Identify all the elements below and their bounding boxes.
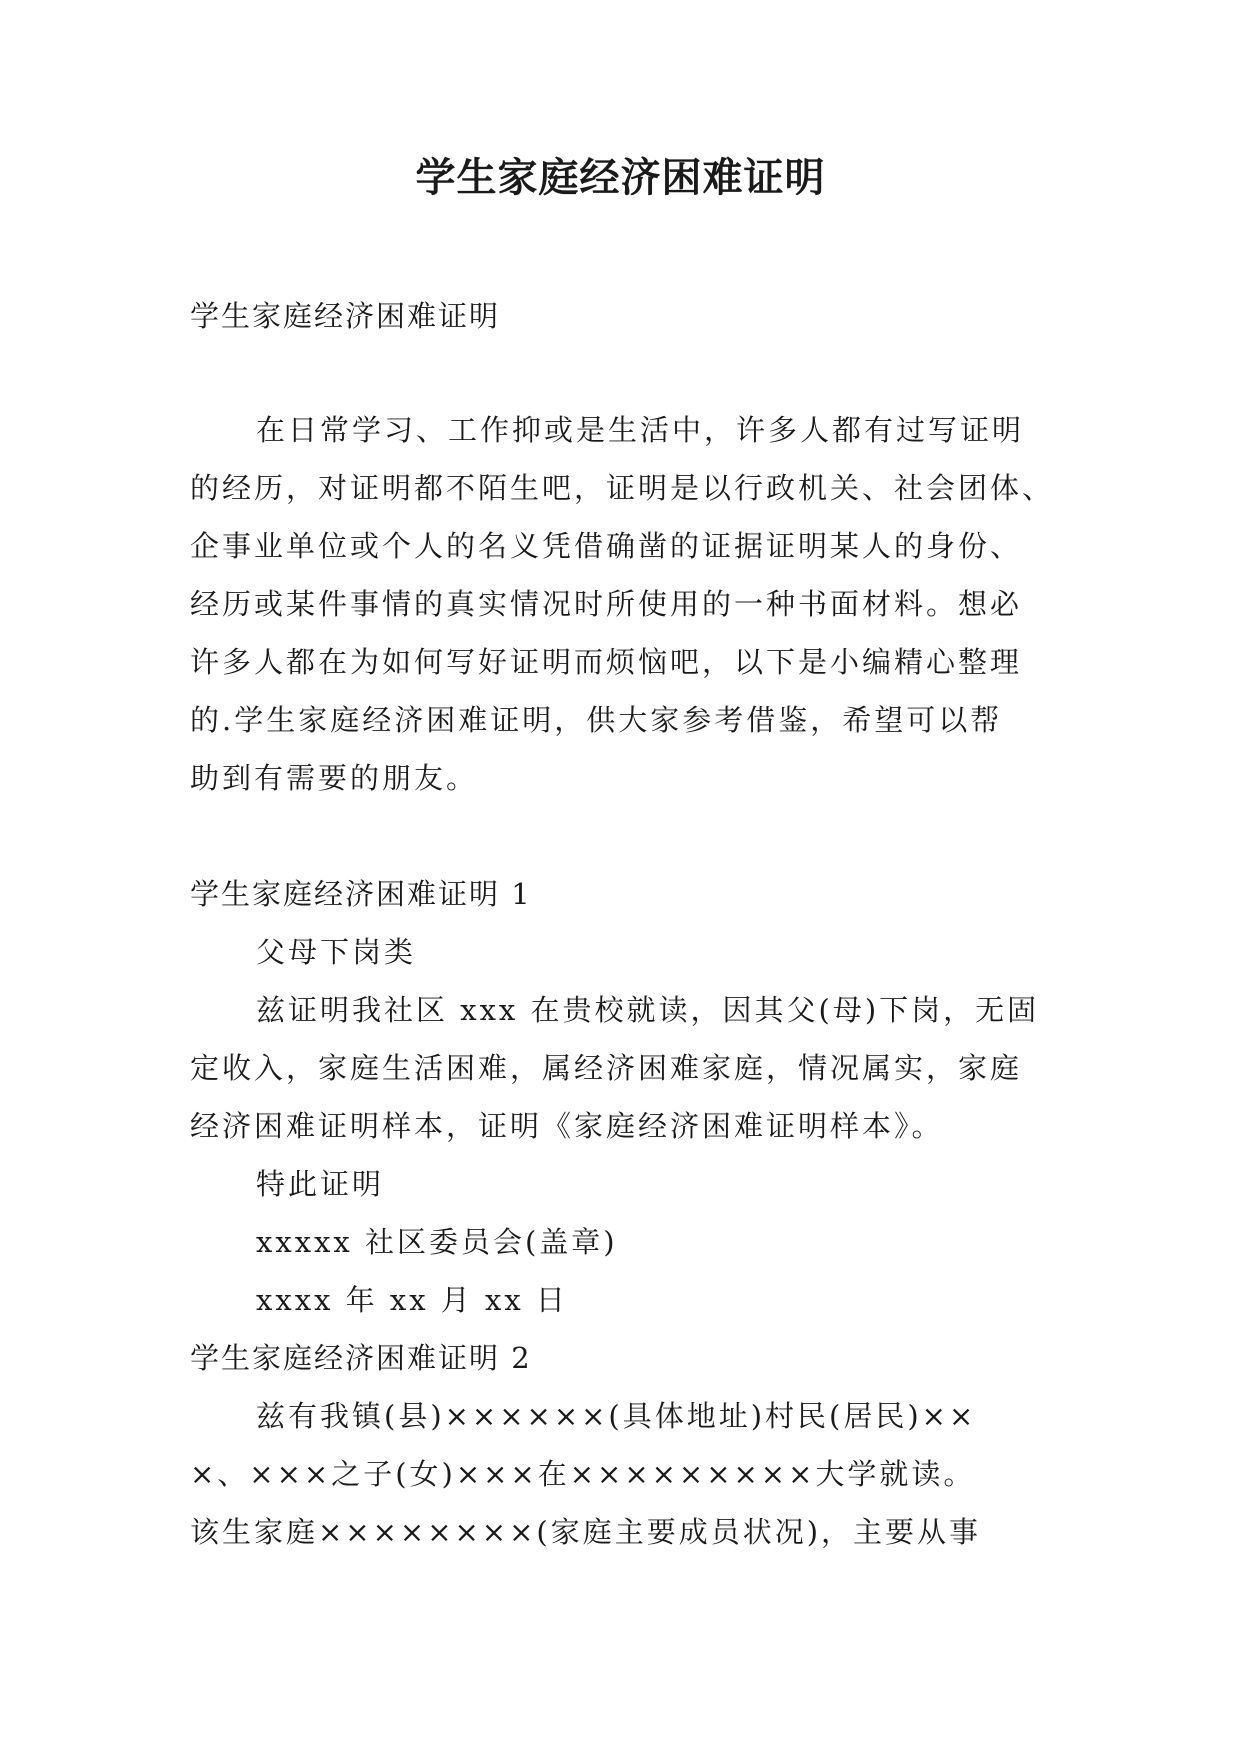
- section-category: 父母下岗类: [256, 935, 417, 969]
- section-heading: 学生家庭经济困难证明 1: [190, 877, 532, 911]
- intro-line: 企事业单位或个人的名义凭借确凿的证据证明某人的身份、: [190, 529, 1023, 563]
- section-body-line: ×、×××之子(女)×××在×××××××××大学就读。: [190, 1457, 976, 1491]
- date-text: xxxx 年 xx 月 xx 日: [256, 1283, 568, 1317]
- intro-line: 经历或某件事情的真实情况时所使用的一种书面材料。想必: [190, 587, 1023, 621]
- closing-text: 特此证明: [256, 1167, 385, 1201]
- section-body-line: 兹证明我社区 xxx 在贵校就读，因其父(母)下岗，无固: [256, 993, 1040, 1027]
- intro-line: 助到有需要的朋友。: [190, 761, 479, 795]
- section-body-line: 该生家庭××××××××(家庭主要成员状况)，主要从事: [190, 1515, 982, 1549]
- intro-line: 在日常学习、工作抑或是生活中，许多人都有过写证明: [256, 413, 1025, 447]
- section-body-line: 兹有我镇(县)××××××(具体地址)村民(居民)××: [256, 1399, 977, 1433]
- intro-line: 的经历，对证明都不陌生吧，证明是以行政机关、社会团体、: [190, 471, 1055, 505]
- section-heading: 学生家庭经济困难证明 2: [190, 1341, 532, 1375]
- intro-line: 许多人都在为如何写好证明而烦恼吧，以下是小编精心整理: [190, 645, 1023, 679]
- signature-text: xxxxx 社区委员会(盖章): [256, 1225, 618, 1259]
- document-title: 学生家庭经济困难证明: [415, 155, 826, 201]
- section-body-line: 定收入，家庭生活困难，属经济困难家庭，情况属实，家庭: [190, 1051, 1023, 1085]
- document-subtitle: 学生家庭经济困难证明: [190, 299, 501, 333]
- section-body-line: 经济困难证明样本，证明《家庭经济困难证明样本》。: [190, 1109, 944, 1143]
- intro-line: 的.学生家庭经济困难证明，供大家参考借鉴，希望可以帮: [190, 703, 1003, 737]
